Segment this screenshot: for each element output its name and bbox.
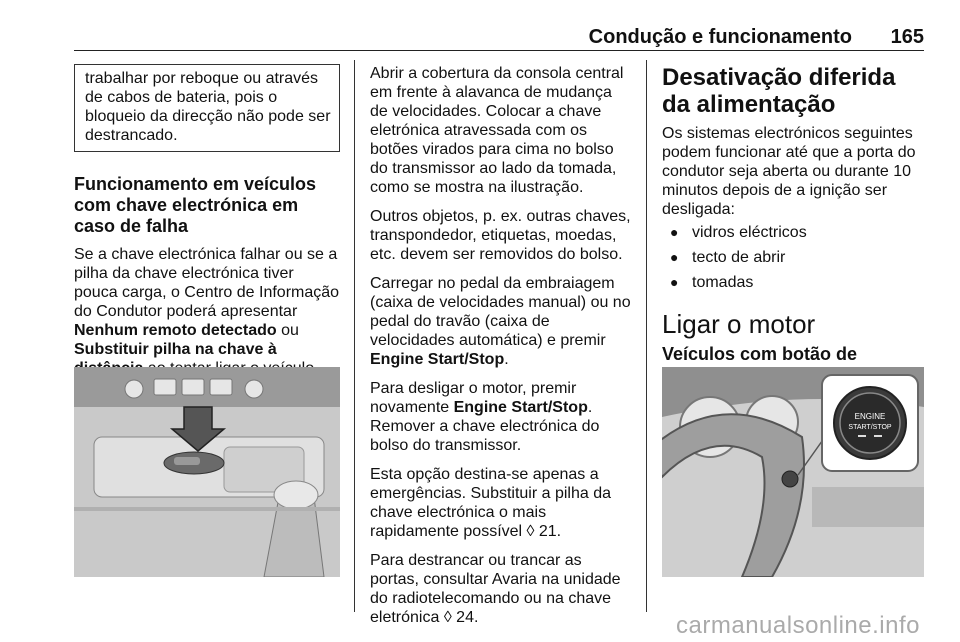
paragraph-switch-off: Para desligar o motor, premir novamente Engine Start/Stop. Remover a chave electrónica do bolso do transmissor. xyxy=(370,380,600,454)
list-item: ● vidros eléctricos xyxy=(662,223,924,242)
figure-console-key-pocket xyxy=(74,367,340,577)
delayed-power-list xyxy=(662,223,924,292)
list-item: ● tecto de abrir xyxy=(662,248,924,267)
paragraph-open-cover: Abrir a cobertura da consola central em frente à alavanca de mudança de velocidades. Colocar a chave eletrónica atravessada com os botões virados para cima no bolso do transmissor ao lado da tomada, como se mostra na ilustração. xyxy=(370,65,624,196)
section-heading-start-engine: Ligar o motor xyxy=(662,309,816,339)
paragraph-emergency: Esta opção destina-se apenas a emergências. Substituir a pilha da chave electrónica o mais rapidamente possível ◊ 21. xyxy=(370,466,612,540)
engine-start-stop-label: Engine Start/Stop xyxy=(370,351,505,368)
column-separator-1 xyxy=(354,60,355,612)
paragraph-press-pedal: Carregar no pedal da embraiagem (caixa de velocidades manual) ou no pedal do travão (caixa de velocidades automática) e premir Engine Start/Stop. xyxy=(370,275,631,368)
button-text-start-stop: START/STOP xyxy=(848,424,892,431)
section-heading-electronic-key: Funcionamento em veículos com chave electrónica em caso de falha xyxy=(74,174,317,236)
message-replace-battery: Substituir pilha na chave à xyxy=(74,341,277,358)
page-header-title: Condução e funcionamento xyxy=(588,26,852,48)
header-rule xyxy=(74,50,924,51)
note-box: trabalhar por reboque ou através de cabos de bateria, pois o bloqueio da direcção não pode ser destrancado. xyxy=(74,64,340,152)
column-3 xyxy=(662,64,924,394)
paragraph-delayed-power: Os sistemas electrónicos seguintes podem funcionar até que a porta do condutor seja aberta ou durante 10 minutos depois de a ignição ser desligada: xyxy=(662,125,916,218)
console-illustration xyxy=(74,367,340,577)
start-button-small-icon xyxy=(782,471,798,487)
subheading-start-button: Veículos com botão de xyxy=(662,344,858,364)
column-1 xyxy=(74,64,340,388)
engine-start-stop-label-2: Engine Start/Stop xyxy=(453,399,588,416)
page-number: 165 xyxy=(890,26,924,48)
message-no-remote: Nenhum remoto detectado xyxy=(74,322,277,339)
list-item: ● tomadas xyxy=(662,273,924,292)
button-text-engine: ENGINE xyxy=(854,412,886,421)
dashboard-illustration xyxy=(662,367,924,577)
paragraph-unlock-doors: Para destrancar ou trancar as portas, consultar Avaria na unidade do radiotelecomando ou na chave eletrónica ◊ 24. xyxy=(370,552,621,626)
column-2 xyxy=(370,64,634,637)
figure-start-stop-button xyxy=(662,367,924,577)
paragraph-key-failure: Se a chave electrónica falhar ou se a pilha da chave electrónica tiver pouca carga, o Centro de Informação do Condutor poderá apresentar Nenhum remoto detectado ou Substituir pilha na chave à xyxy=(74,245,340,378)
watermark: carmanualsonline.info xyxy=(676,612,920,639)
section-heading-delayed-power: Desativação diferida da alimentação xyxy=(662,64,896,118)
column-separator-2 xyxy=(646,60,647,612)
paragraph-remove-objects: Outros objetos, p. ex. outras chaves, transpondedor, etiquetas, moedas, etc. devem ser removidos do bolso. xyxy=(370,208,631,263)
